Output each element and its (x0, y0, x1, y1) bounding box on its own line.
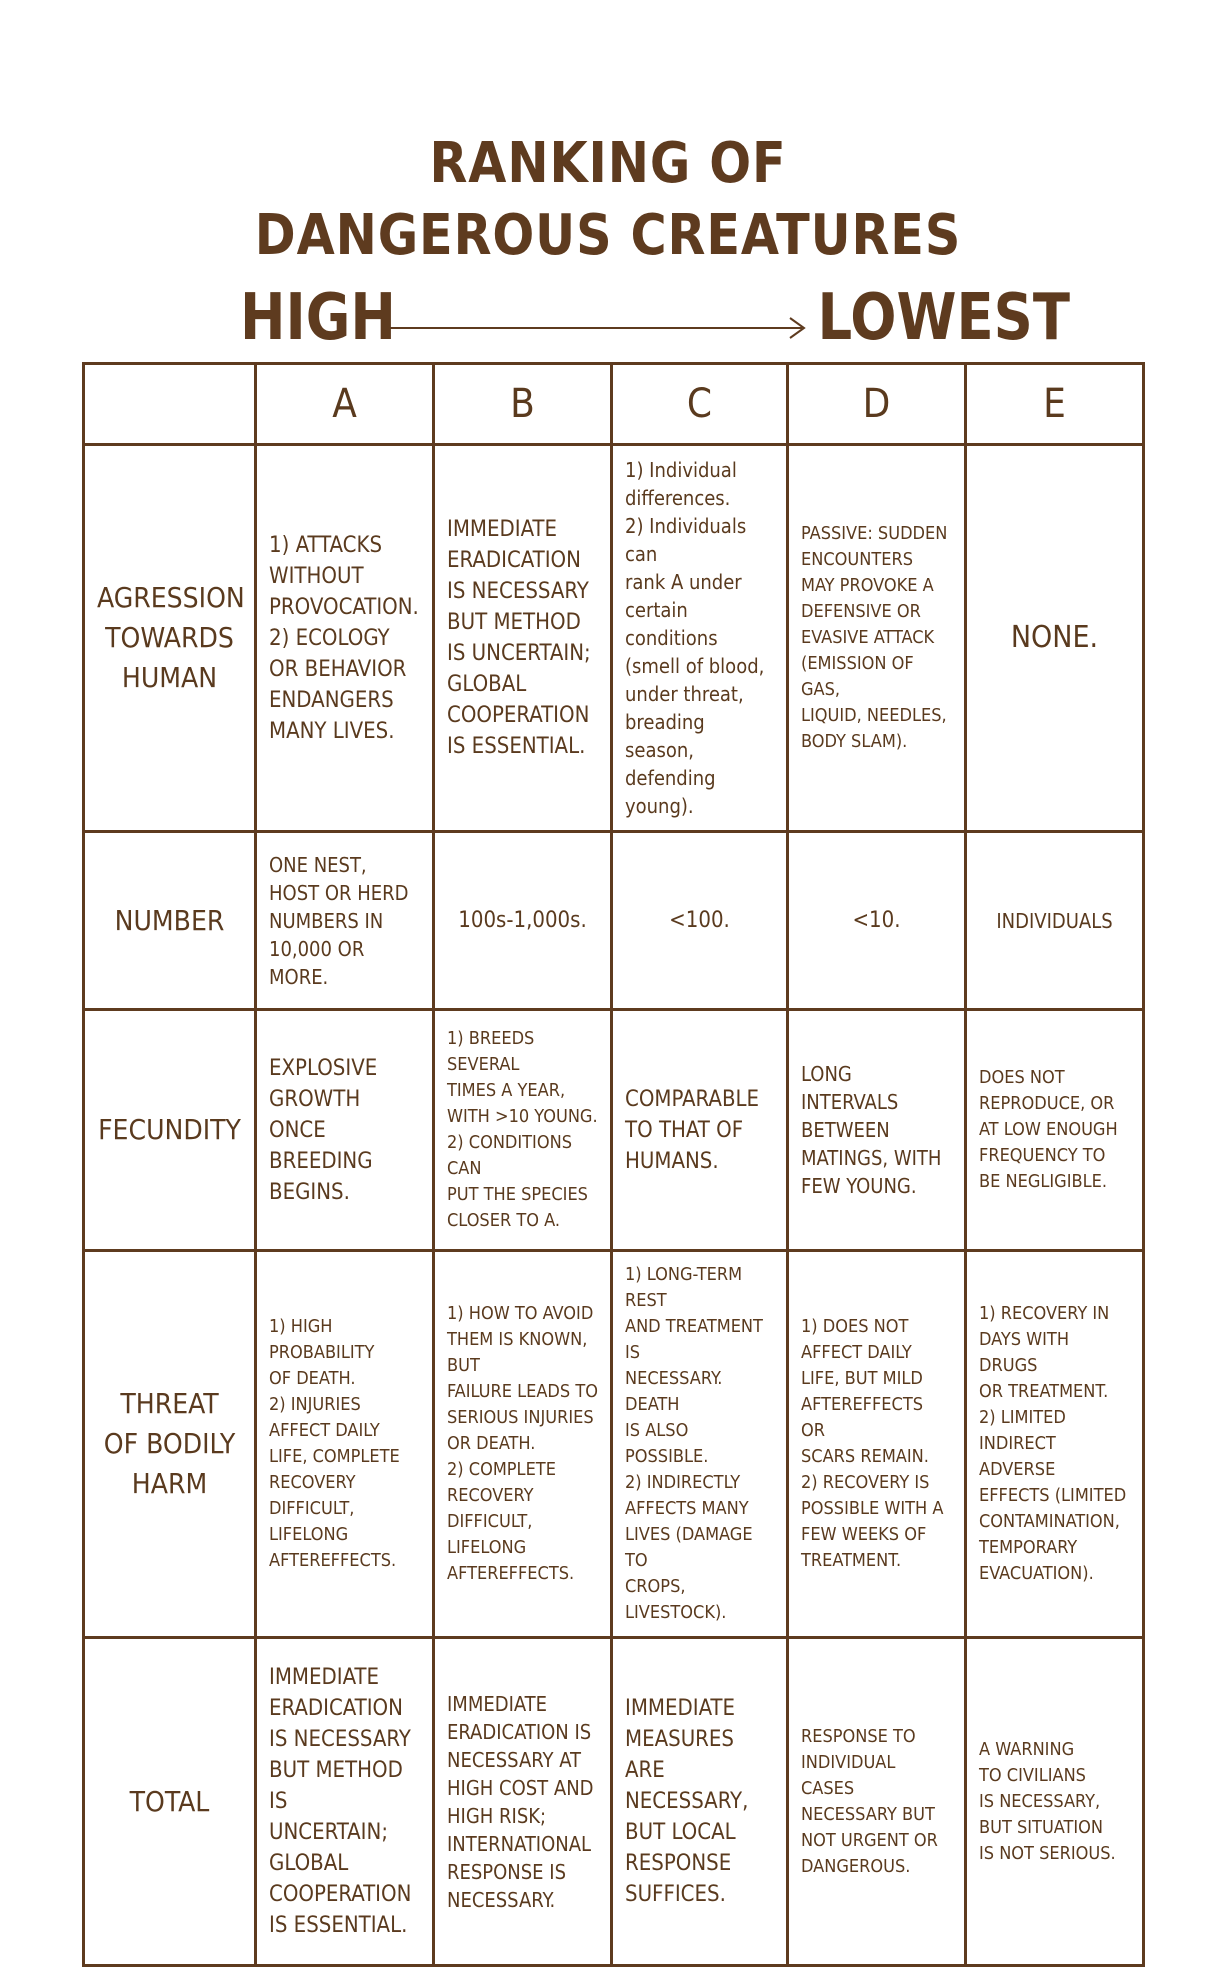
ranking-table (82, 362, 1145, 1967)
row-label-number: NUMBER (84, 832, 256, 1010)
column-header-d: D (788, 364, 966, 445)
column-header-a: A (256, 364, 434, 445)
cell-number-a: ONE NEST, HOST OR HERD NUMBERS IN 10,000 OR MORE. (256, 832, 434, 1010)
cell-fecundity-b: 1) BREEDS SEVERAL TIMES A YEAR, WITH >10 YOUNG. 2) CONDITIONS CAN PUT THE SPECIES CLOSER TO A. (434, 1010, 612, 1251)
cell-fecundity-a: EXPLOSIVE GROWTH ONCE BREEDING BEGINS. (256, 1010, 434, 1251)
scale-lowest-label: LOWEST (817, 281, 1070, 355)
table-row-fecundity (84, 1010, 1144, 1251)
column-header-c: C (612, 364, 788, 445)
cell-aggression-d: PASSIVE: SUDDEN ENCOUNTERS MAY PROVOKE A DEFENSIVE OR EVASIVE ATTACK (EMISSION OF GAS, LIQUID, NEEDLES, BODY SLAM). (788, 445, 966, 832)
cell-total-c: IMMEDIATE MEASURES ARE NECESSARY, BUT LOCAL RESPONSE SUFFICES. (612, 1638, 788, 1966)
cell-fecundity-e: DOES NOT REPRODUCE, OR AT LOW ENOUGH FREQUENCY TO BE NEGLIGIBLE. (966, 1010, 1144, 1251)
row-label-total: TOTAL (84, 1638, 256, 1966)
table-row-total (84, 1638, 1144, 1966)
row-label-threat: THREAT OF BODILY HARM (84, 1251, 256, 1638)
cell-aggression-e: NONE. (966, 445, 1144, 832)
danger-scale (240, 278, 1070, 358)
cell-total-b: IMMEDIATE ERADICATION IS NECESSARY AT HIGH COST AND HIGH RISK; INTERNATIONAL RESPONSE IS NECESSARY. (434, 1638, 612, 1966)
scale-high-label: HIGH (240, 281, 396, 355)
cell-number-c: <100. (612, 832, 788, 1010)
column-header-e: E (966, 364, 1144, 445)
cell-number-d: <10. (788, 832, 966, 1010)
table-row-threat (84, 1251, 1144, 1638)
header-row (84, 364, 1144, 445)
cell-threat-e: 1) RECOVERY IN DAYS WITH DRUGS OR TREATMENT. 2) LIMITED INDIRECT ADVERSE EFFECTS (LIMITED CONTAMINATION, TEMPORARY EVACUATION). (966, 1251, 1144, 1638)
cell-aggression-b: IMMEDIATE ERADICATION IS NECESSARY BUT METHOD IS UNCERTAIN; GLOBAL COOPERATION IS ESSENTIAL. (434, 445, 612, 832)
cell-threat-d: 1) DOES NOT AFFECT DAILY LIFE, BUT MILD AFTEREFFECTS OR SCARS REMAIN. 2) RECOVERY IS POSSIBLE WITH A FEW WEEKS OF TREATMENT. (788, 1251, 966, 1638)
cell-fecundity-c: COMPARABLE TO THAT OF HUMANS. (612, 1010, 788, 1251)
header-corner (84, 364, 256, 445)
cell-total-a: IMMEDIATE ERADICATION IS NECESSARY BUT METHOD IS UNCERTAIN; GLOBAL COOPERATION IS ESSENTIAL. (256, 1638, 434, 1966)
arrow-right-icon (388, 316, 808, 340)
cell-total-d: RESPONSE TO INDIVIDUAL CASES NECESSARY BUT NOT URGENT OR DANGEROUS. (788, 1638, 966, 1966)
cell-number-e: INDIVIDUALS (966, 832, 1144, 1010)
cell-threat-a: 1) HIGH PROBABILITY OF DEATH. 2) INJURIES AFFECT DAILY LIFE, COMPLETE RECOVERY DIFFICULT, LIFELONG AFTEREFFECTS. (256, 1251, 434, 1638)
cell-aggression-a: 1) ATTACKS WITHOUT PROVOCATION. 2) ECOLOGY OR BEHAVIOR ENDANGERS MANY LIVES. (256, 445, 434, 832)
cell-aggression-c: 1) Individual differences. 2) Individuals can rank A under certain conditions (smell of blood, under threat, breading season, defending young). (612, 445, 788, 832)
cell-total-e: A WARNING TO CIVILIANS IS NECESSARY, BUT SITUATION IS NOT SERIOUS. (966, 1638, 1144, 1966)
row-label-fecundity: FECUNDITY (84, 1010, 256, 1251)
page-title (73, 128, 1143, 272)
cell-threat-b: 1) HOW TO AVOID THEM IS KNOWN, BUT FAILURE LEADS TO SERIOUS INJURIES OR DEATH. 2) COMPLETE RECOVERY DIFFICULT, LIFELONG AFTEREFFECTS. (434, 1251, 612, 1638)
cell-fecundity-d: LONG INTERVALS BETWEEN MATINGS, WITH FEW YOUNG. (788, 1010, 966, 1251)
row-label-aggression: AGRESSION TOWARDS HUMAN (84, 445, 256, 832)
title-line-2: DANGEROUS CREATURES (254, 203, 962, 268)
cell-number-b: 100s-1,000s. (434, 832, 612, 1010)
title-line-1: RANKING OF (429, 131, 787, 196)
table-row-number (84, 832, 1144, 1010)
cell-threat-c: 1) LONG-TERM REST AND TREATMENT IS NECESSARY. DEATH IS ALSO POSSIBLE. 2) INDIRECTLY AFFECTS MANY LIVES (DAMAGE TO CROPS, LIVESTOCK). (612, 1251, 788, 1638)
column-header-b: B (434, 364, 612, 445)
table-row-aggression (84, 445, 1144, 832)
